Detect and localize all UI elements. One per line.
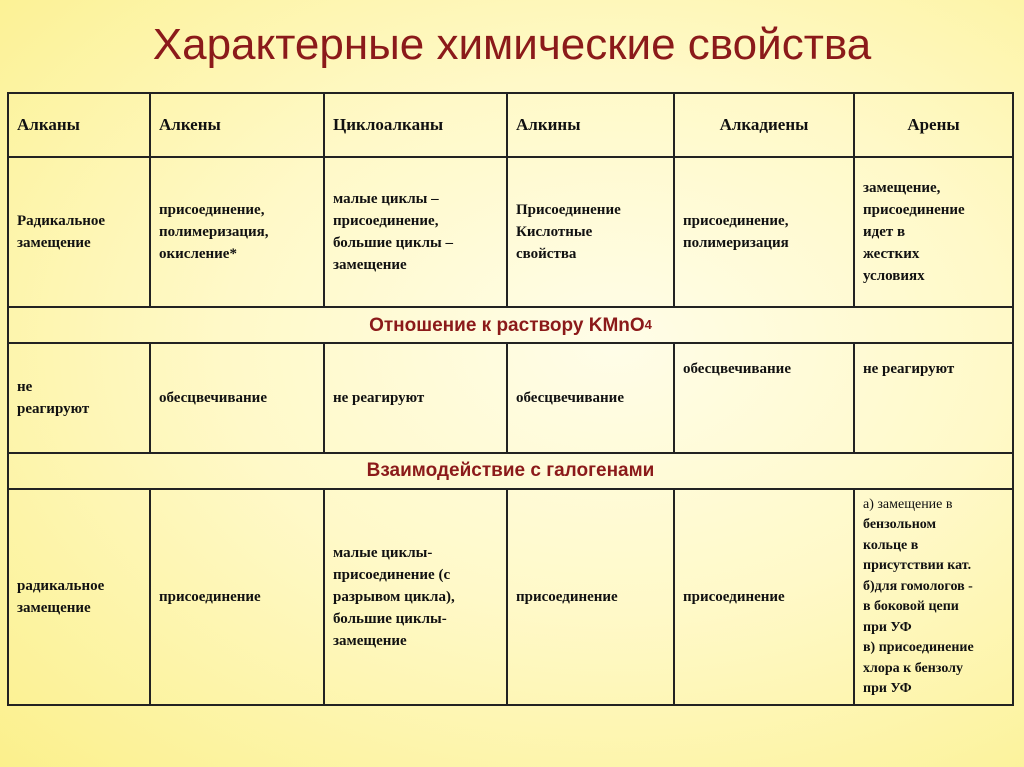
table-cell: присоединение <box>507 489 674 705</box>
header-cell: Алкадиены <box>674 93 854 157</box>
table-cell: присоединение, полимеризация <box>674 157 854 307</box>
table-cell: радикальное замещение <box>8 489 150 705</box>
properties-table <box>7 92 1014 706</box>
section-title: Взаимодействие с галогенами <box>8 453 1013 489</box>
table-cell <box>854 489 1013 705</box>
table-cell: не реагируют <box>324 343 507 453</box>
table-cell: присоединение <box>150 489 324 705</box>
table-cell: присоединение, полимеризация, окисление* <box>150 157 324 307</box>
header-cell: Арены <box>854 93 1013 157</box>
cell-text: а) замещение в <box>863 496 953 512</box>
page-title: Характерные химические свойства <box>152 20 872 69</box>
section-title-text: Отношение к раствору KMnO <box>369 314 645 336</box>
table-cell: малые циклы – присоединение, большие циклы – замещение <box>324 157 507 307</box>
subscript: 4 <box>644 316 652 332</box>
table-row <box>8 489 1013 705</box>
table-cell: обесцвечивание <box>150 343 324 453</box>
cell-text: бензольном кольце в присутствии кат. б)для гомологов - в боковой цепи при УФ в) присоединение хлора к бензолу при УФ <box>863 517 974 696</box>
table-cell: обесцвечивание <box>674 343 854 453</box>
section-title <box>8 307 1013 343</box>
header-cell: Алкены <box>150 93 324 157</box>
table-cell: Радикальное замещение <box>8 157 150 307</box>
section-row <box>8 307 1013 343</box>
table-cell: замещение, присоединение идет в жестких условиях <box>854 157 1013 307</box>
header-row <box>8 93 1013 157</box>
table-cell: не реагируют <box>854 343 1013 453</box>
table-cell: обесцвечивание <box>507 343 674 453</box>
header-cell: Алканы <box>8 93 150 157</box>
section-row <box>8 453 1013 489</box>
table-cell: Присоединение Кислотные свойства <box>507 157 674 307</box>
header-cell: Циклоалканы <box>324 93 507 157</box>
table-row <box>8 343 1013 453</box>
table-row <box>8 157 1013 307</box>
header-cell: Алкины <box>507 93 674 157</box>
table-cell: не реагируют <box>8 343 150 453</box>
table-cell: присоединение <box>674 489 854 705</box>
table-cell: малые циклы- присоединение (с разрывом цикла), большие циклы- замещение <box>324 489 507 705</box>
